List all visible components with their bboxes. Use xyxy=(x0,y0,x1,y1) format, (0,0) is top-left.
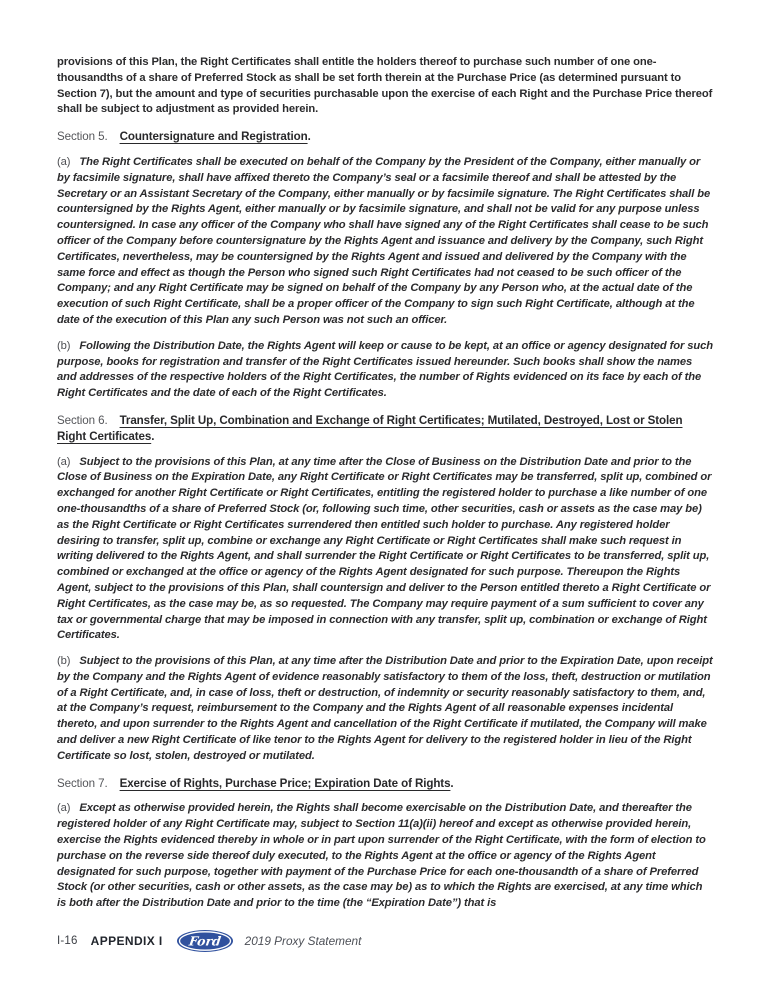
section-6-paragraph-a xyxy=(57,455,713,645)
ford-logo-script: Ford xyxy=(187,933,222,949)
paragraph-marker: (b) xyxy=(57,339,71,352)
page-footer xyxy=(57,929,361,953)
ford-logo-icon xyxy=(176,929,234,953)
paragraph-marker: (a) xyxy=(57,802,71,815)
paragraph-text: Except as otherwise provided herein, the Rights shall become exercisable on the Distribution Date, and thereafter the registered holder of any Right Certificate may, subject to Section 11(a)(ii) hereof and except as otherwise provided herein, exercise the Rights evidenced thereby in whole or in part upon surrender of the Right Certificate, with the form of election to purchase on the reverse side thereof duly executed, to the Rights Agent at the office or agency of the Rights Agent designated for such purpose, together with payment of the Purchase Price for each one-thousandth of a share of Preferred Stock (or other securities, cash or other assets, as the case may be) as to which the Rights are exercised, at any time which is both after the Distribution Date and prior to the time (the “Expiration Date”) that is xyxy=(57,802,706,910)
document-body xyxy=(57,55,713,922)
section-5-label: Section 5. xyxy=(57,130,108,144)
section-7-title: Exercise of Rights, Purchase Price; Expiration Date of Rights xyxy=(119,776,451,790)
section-6-title-period: . xyxy=(151,429,155,443)
paragraph-text: The Right Certificates shall be executed on behalf of the Company by the President of the Company, either manually or by facsimile signature, shall have affixed thereto the Company’s seal or a facsimile thereof and shall be attested by the Secretary or an Assistant Secretary of the Company, either manually or by facsimile signature. The Right Certificates shall be countersigned by the Rights Agent, either manually or by facsimile signature, and shall not be valid for any purpose unless countersigned. In case any officer of the Company who shall have signed any of the Right Certificates shall cease to be such officer of the Company before countersignature by the Rights Agent and issuance and delivery by the Company, such Right Certificates, nevertheless, may be countersigned by the Rights Agent and issued and delivered by the Company with the same force and effect as though the Person who signed such Right Certificates had not ceased to be such officer of the Company; and any Right Certificate may be signed on behalf of the Company by any Person who, at the actual date of the execution of such Right Certificate, shall be a proper officer of the Company to sign such Right Certificate, although at the date of the execution of this Plan any such Person was not such an officer. xyxy=(57,155,711,326)
section-6-paragraph-b xyxy=(57,654,713,765)
section-6-heading xyxy=(57,413,713,445)
paragraph-marker: (a) xyxy=(57,455,71,468)
paragraph-marker: (a) xyxy=(57,155,71,168)
section-7-heading xyxy=(57,776,713,792)
section-5-paragraph-a xyxy=(57,155,713,329)
section-5-heading xyxy=(57,129,713,145)
paragraph-text: Subject to the provisions of this Plan, at any time after the Distribution Date and prior to the Expiration Date, upon receipt by the Company and the Rights Agent of evidence reasonably satisfactory to them of the loss, theft, destruction or mutilation of a Right Certificate, and, in case of loss, theft or destruction, of indemnity or security reasonably satisfactory to them, and, at the Company’s request, reimbursement to the Company and the Rights Agent of all reasonable expenses incidental thereto, and upon surrender to the Rights Agent and cancellation of the Right Certificate if mutilated, the Company will make and deliver a new Right Certificate of like tenor to the Rights Agent for delivery to the registered holder in lieu of the Right Certificate so lost, stolen, destroyed or mutilated. xyxy=(57,655,713,762)
paragraph-text: Following the Distribution Date, the Rights Agent will keep or cause to be kept, at an office or agency designated for such purpose, books for registration and transfer of the Right Certificates issued hereunder. Such books shall show the names and addresses of the respective holders of the Right Certificates, the number of Rights evidenced on its face by each of the Right Certificates and the date of each of the Right Certificates. xyxy=(57,339,713,400)
section-5-title: Countersignature and Registration xyxy=(119,130,308,144)
section-7-paragraph-a xyxy=(57,801,713,912)
section-5-paragraph-b xyxy=(57,339,713,402)
appendix-label: APPENDIX I xyxy=(90,934,163,948)
intro-paragraph: provisions of this Plan, the Right Certificates shall entitle the holders thereof to purchase such number of one one-thousandths of a share of Preferred Stock as shall be set forth therein at the Purchase Price (as determined pursuant to Section 7), but the amount and type of securities purchasable upon the exercise of each Right and the Purchase Price thereof shall be subject to adjustment as provided herein. xyxy=(57,56,713,116)
section-7-title-period: . xyxy=(450,776,454,790)
ford-oval-logo xyxy=(176,929,234,953)
section-6-title: Transfer, Split Up, Combination and Exchange of Right Certificates; Mutilated, Destroyed, Lost or Stolen Right Certificates xyxy=(57,413,683,443)
section-5-title-period: . xyxy=(307,130,311,144)
page-number: I-16 xyxy=(57,935,78,947)
paragraph-text: Subject to the provisions of this Plan, at any time after the Close of Business on the Distribution Date and prior to the Close of Business on the Expiration Date, any Right Certificate or Right Certificates may be transferred, split up, combined or exchanged for another Right Certificate or Right Certificates, entitling the registered holder to purchase a like number of one one-thousandths of a share of Preferred Stock (or, following such time, other securities, cash or assets as the case may be) as the Right Certificate or Right Certificates surrendered then entitled such holder to purchase. Any registered holder desiring to transfer, split up, combine or exchange any Right Certificate or Right Certificates shall make such request in writing delivered to the Rights Agent, and shall surrender the Right Certificate or Right Certificates to be transferred, split up, combined or exchanged at the office or agency of the Rights Agent designated for such purpose. Thereupon the Rights Agent, subject to the provisions of this Plan, shall countersign and deliver to the Person entitled thereto a Right Certificate or Right Certificates, as the case may be, as so requested. The Company may require payment of a sum sufficient to cover any tax or governmental charge that may be imposed in connection with any transfer, split up, combination or exchange of Right Certificates. xyxy=(57,455,712,642)
section-6-label: Section 6. xyxy=(57,413,108,427)
paragraph-marker: (b) xyxy=(57,655,71,668)
proxy-statement-label: 2019 Proxy Statement xyxy=(244,934,362,948)
section-7-label: Section 7. xyxy=(57,776,108,790)
